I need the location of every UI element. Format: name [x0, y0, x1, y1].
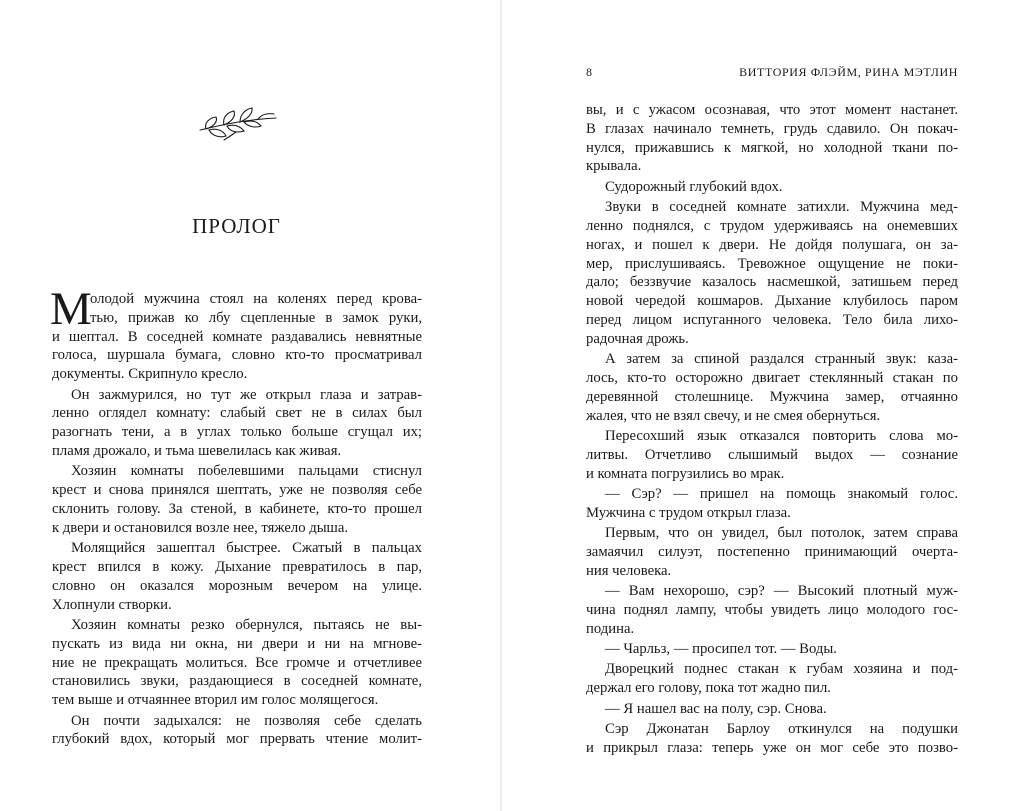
- text-line: перед лицом испуганного человека. Тело била лихо-: [586, 311, 958, 328]
- text-line: ния человека.: [586, 562, 672, 579]
- header-authors: ВИТТОРИЯ ФЛЭЙМ, РИНА МЭТЛИН: [739, 65, 958, 79]
- text-line: и шептал. В соседней комнате раздавались невнятные: [52, 328, 422, 345]
- drop-cap: М: [50, 283, 92, 335]
- text-line: тем выше и отчаяннее вторил им голос молящегося.: [52, 692, 379, 709]
- text-line: ние не прекращать молиться. Все громче и отчетливее: [52, 654, 422, 671]
- text-line: Судорожный глубокий вдох.: [605, 178, 783, 195]
- leaf-branch-icon: [196, 100, 282, 142]
- page-number: 8: [586, 65, 592, 79]
- text-line: пламя дрожало, и тьма шевелилась как живая.: [52, 442, 342, 459]
- text-line: Молящийся зашептал быстрее. Сжатый в пальцах: [71, 540, 422, 557]
- left-text-column: [50, 283, 422, 749]
- paragraph: [52, 712, 422, 750]
- text-line: ленно оглядел комнату: слабый свет не в силах был: [52, 405, 422, 422]
- text-line: крест и снова принялся шептать, уже не позволяя себе: [52, 482, 422, 499]
- left-page: [0, 0, 500, 811]
- text-line: Хозяин комнаты резко обернулся, пытаясь не вы-: [71, 616, 422, 633]
- paragraph: [586, 700, 958, 719]
- text-line: вы, и с ужасом осознавая, что этот момент настанет.: [586, 102, 958, 118]
- text-line: держал его голову, пока тот жадно пил.: [586, 680, 831, 697]
- paragraph: [52, 462, 422, 537]
- paragraph: [586, 660, 958, 698]
- text-line: подина.: [586, 620, 635, 637]
- text-line: документы. Скрипнуло кресло.: [52, 366, 248, 383]
- paragraph: [586, 582, 958, 638]
- text-line: лось, кто-то осторожно двигает стеклянный стакан по: [586, 369, 958, 386]
- paragraph: [586, 485, 958, 523]
- text-line: ленно поднялся, с трудом удерживаясь на онемевших: [586, 217, 958, 234]
- right-text-column: [586, 101, 958, 758]
- text-line: и комната погрузились во мрак.: [586, 465, 785, 482]
- running-header: [586, 62, 958, 82]
- text-line: чина поднял лампу, чтобы увидеть лицо молодого гос-: [586, 601, 958, 618]
- text-line: словно он оказался морозным вечером на улице.: [52, 577, 422, 594]
- text-line: Хлопнули створки.: [52, 596, 172, 613]
- chapter-title: ПРОЛОГ: [192, 214, 281, 238]
- text-line: ногах, и пошел к двери. Не дойдя полушага, он за-: [586, 236, 958, 253]
- text-line: радочная дрожь.: [586, 330, 689, 347]
- text-line: мер, прислушиваясь. Тревожное ощущение не поки-: [586, 255, 958, 272]
- text-line: литвы. Отчетливо слышимый выдох — сознание: [586, 446, 958, 463]
- text-line: Звуки в соседней комнате затихли. Мужчина мед-: [605, 199, 958, 216]
- text-line: В глазах начинало темнеть, грудь сдавило. Он покач-: [586, 120, 958, 137]
- text-line: замаячил силуэт, постепенно принимающий очерта-: [586, 543, 958, 560]
- text-line: нулся, прижавшись к мягкой, но холодной ткани по-: [586, 139, 958, 156]
- paragraph: [586, 720, 958, 758]
- text-line: глубокий вдох, который мог прервать чтение молит-: [52, 731, 422, 748]
- text-line: олодой мужчина стоял на коленях перед крова-: [90, 291, 422, 307]
- paragraph: [586, 178, 958, 197]
- text-line: к двери и остановился возле нее, тяжело дыша.: [52, 519, 349, 536]
- text-line: — Чарльз, — просипел тот. — Воды.: [605, 641, 837, 658]
- paragraph: [52, 616, 422, 710]
- paragraph: [586, 350, 958, 425]
- text-line: становились звуки, раздающиеся в соседней комнате,: [52, 673, 422, 690]
- text-line: Он зажмурился, но тут же открыл глаза и затрав-: [71, 386, 422, 403]
- text-line: тью, прижав ко лбу сцепленные в замок руки,: [90, 309, 422, 326]
- text-line: А затем за спиной раздался странный звук: каза-: [605, 351, 958, 368]
- paragraph: [52, 539, 422, 614]
- text-line: Он почти задыхался: не позволяя себе сделать: [71, 712, 422, 729]
- text-line: склонить голову. За стеной, в кабинете, кто-то прошел: [52, 500, 422, 517]
- text-line: крест впился в кожу. Дыхание превратилось в пар,: [52, 558, 422, 575]
- text-line: крывала.: [586, 158, 642, 175]
- text-line: разогнать тени, а в углах только больше сгущал их;: [52, 424, 422, 441]
- paragraph: [586, 427, 958, 483]
- text-line: новой чередой кошмаров. Дыхание клубилось паром: [586, 293, 958, 310]
- first-paragraph: [50, 283, 422, 384]
- text-line: — Я нашел вас на полу, сэр. Снова.: [605, 700, 827, 717]
- text-line: Сэр Джонатан Барлоу откинулся на подушки: [605, 721, 958, 738]
- text-line: дало; беззвучие казалось насмешкой, затишьем перед: [586, 274, 958, 291]
- text-line: голоса, шуршала бумага, словно кто-то просматривал: [52, 347, 422, 364]
- text-line: — Сэр? — пришел на помощь знакомый голос.: [605, 485, 958, 502]
- paragraph: [586, 640, 958, 659]
- continued-paragraph: [586, 101, 958, 176]
- text-line: жалея, что не взял свечу, и не смея обернуться.: [586, 407, 881, 424]
- paragraph: [52, 386, 422, 461]
- right-page: [502, 0, 1009, 811]
- text-line: — Вам нехорошо, сэр? — Высокий плотный муж-: [605, 583, 958, 600]
- text-line: Мужчина с трудом открыл глаза.: [586, 504, 791, 521]
- text-line: Пересохший язык отказался повторить слова мо-: [605, 427, 958, 444]
- text-line: пускать из вида ни окна, ни двери и ни на мгнове-: [52, 635, 422, 652]
- text-line: Хозяин комнаты побелевшими пальцами стиснул: [71, 463, 422, 480]
- text-line: деревянной столешнице. Мужчина замер, отчаянно: [586, 388, 958, 405]
- paragraph: [586, 524, 958, 580]
- text-line: Дворецкий поднес стакан к губам хозяина и под-: [605, 661, 958, 678]
- paragraph: [586, 198, 958, 348]
- text-line: Первым, что он увидел, был потолок, затем справа: [605, 525, 958, 542]
- text-line: и прикрыл глаза: теперь уже он мог себе это позво-: [586, 739, 958, 756]
